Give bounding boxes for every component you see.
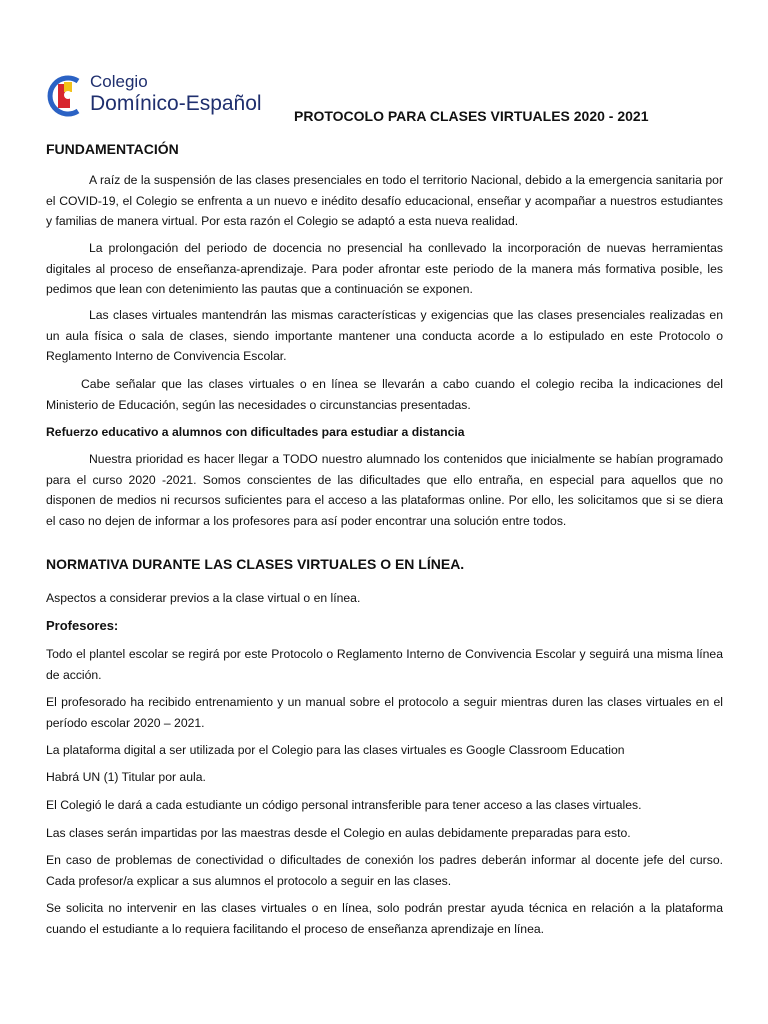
school-logo-icon [44,72,90,118]
paragraph-2: La prolongación del periodo de docencia no presencial ha conllevado la incorporación de nuevas herramientas digitales al proceso de enseñanza-aprendizaje. Para poder afrontar este periodo de la manera más formativa posible, les pedimos que lean con detenimiento las pautas que a continuación se exponen. [46,241,723,296]
list-item: El Colegió le dará a cada estudiante un código personal intransferible para tener acceso a las clases virtuales. [46,798,642,812]
list-item: En caso de problemas de conectividad o dificultades de conexión los padres deberán informar al docente jefe del curso. Cada profesor/a explicar a sus alumnos el protocolo a seguir en las clases. [46,853,723,888]
list-item: La plataforma digital a ser utilizada por el Colegio para las clases virtuales es Google Classroom Education [46,743,625,757]
section-heading-normativa: NORMATIVA DURANTE LAS CLASES VIRTUALES O EN LÍNEA. [46,556,465,572]
paragraph-5: Nuestra prioridad es hacer llegar a TODO nuestro alumnado los contenidos que inicialmente se habían programado para el curso 2020 -2021. Somos conscientes de las dificultades que ello entraña, en especial para aquellos que no disponen de medios ni recursos suficientes para el acceso a las plataformas online. Por ello, les solicitamos que si se diera el caso no dejen de informar a los profesores para así poder encontrar una solución entre todos. [46,452,723,528]
list-item: Se solicita no intervenir en las clases virtuales o en línea, solo podrán prestar ayuda técnica en relación a la plataforma cuando el estudiante a lo requiera facilitando el proceso de enseñanza aprendizaje en línea. [46,901,723,936]
list-item: Habrá UN (1) Titular por aula. [46,770,206,784]
list-item: Las clases serán impartidas por las maestras desde el Colegio en aulas debidamente preparadas para esto. [46,826,631,840]
section-heading-fundamentacion: FUNDAMENTACIÓN [46,141,179,157]
logo-text-name: Domínico-Español [90,92,262,115]
list-item: El profesorado ha recibido entrenamiento y un manual sobre el protocolo a seguir mientras duren las clases virtuales en el período escolar 2020 – 2021. [46,695,723,730]
paragraph-1: A raíz de la suspensión de las clases presenciales en todo el territorio Nacional, debido a la emergencia sanitaria por el COVID-19, el Colegio se enfrenta a un nuevo e inédito desafío educacional, enseñar y acompañar a nuestros estudiantes y familias de manera virtual. Por esta razón el Colegio se adaptó a esta nueva realidad. [46,173,723,228]
logo-text-colegio: Colegio [90,72,148,91]
document-title: PROTOCOLO PARA CLASES VIRTUALES 2020 - 2021 [294,108,649,124]
subheading-profesores: Profesores: [46,618,119,633]
normativa-intro: Aspectos a considerar previos a la clase virtual o en línea. [46,591,361,605]
paragraph-3: Las clases virtuales mantendrán las mismas características y exigencias que las clases presenciales realizadas en un aula física o sala de clases, siendo importante mantener una conducta acorde a lo estipulado en este Protocolo o Reglamento Interno de Convivencia Escolar. [46,308,723,363]
subheading-refuerzo: Refuerzo educativo a alumnos con dificultades para estudiar a distancia [46,425,465,439]
paragraph-4: Cabe señalar que las clases virtuales o en línea se llevarán a cabo cuando el colegio reciba la indicaciones del Ministerio de Educación, según las necesidades o circunstancias presentadas. [46,377,723,412]
list-item: Todo el plantel escolar se regirá por este Protocolo o Reglamento Interno de Convivencia Escolar y seguirá una misma línea de acción. [46,647,723,682]
school-logo [44,68,274,118]
